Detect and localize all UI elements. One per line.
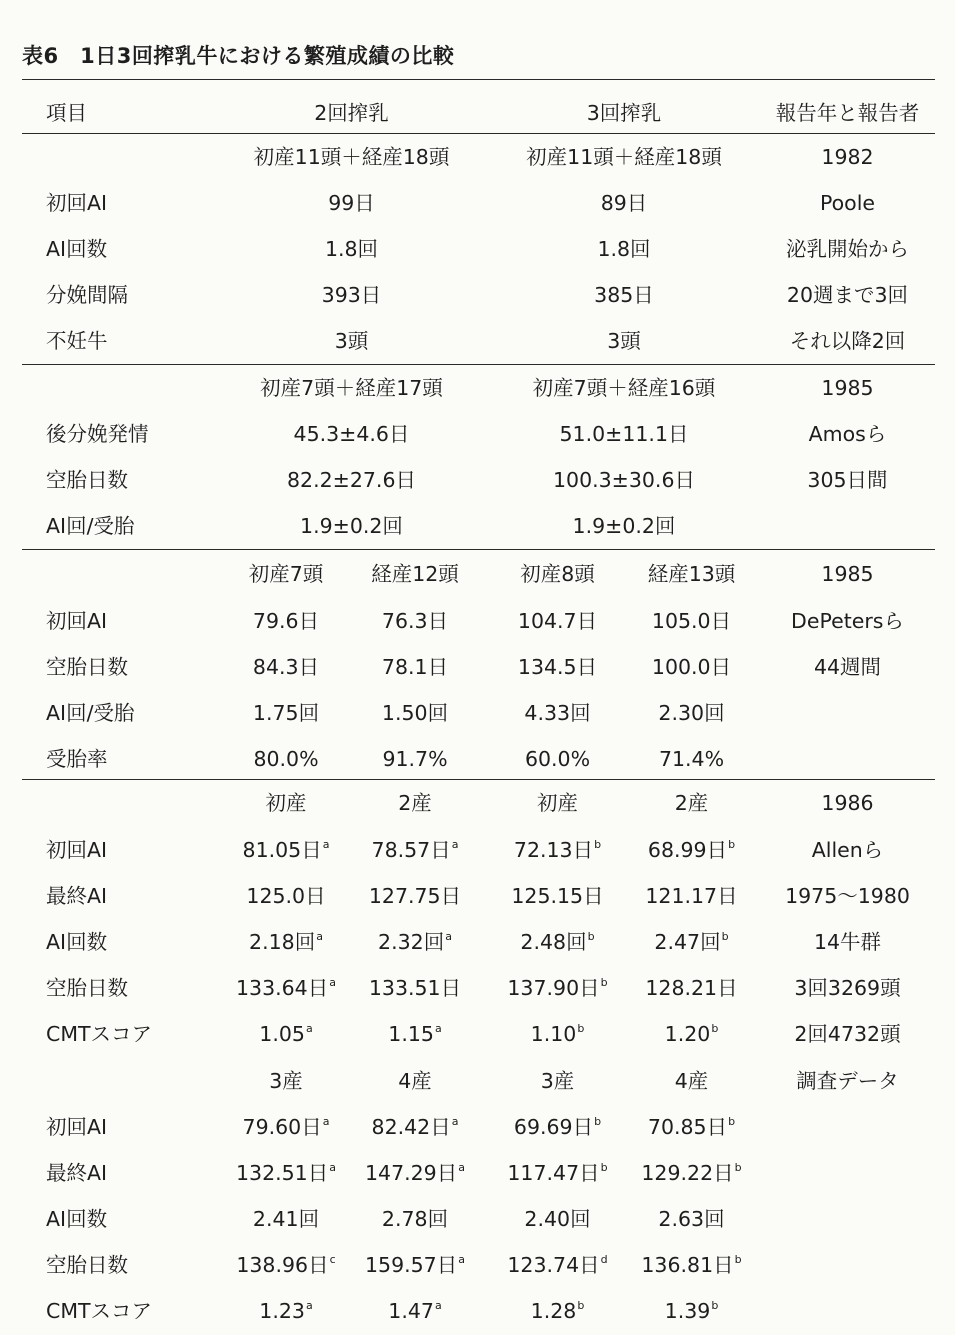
cell-value: 133.51日 xyxy=(368,976,462,1000)
cell-value: 105.0日 xyxy=(651,609,732,633)
table-cell xyxy=(228,691,344,735)
significance-mark: a xyxy=(434,1299,442,1312)
table-cell xyxy=(630,1012,753,1056)
table-cell xyxy=(495,874,620,918)
row-label: 空胎日数 xyxy=(46,1253,128,1277)
table-cell xyxy=(228,645,344,689)
cell-value: 3産 xyxy=(540,1069,575,1093)
row-label: 分娩間隔 xyxy=(46,283,128,307)
cell-value: 159.57日 xyxy=(365,1253,458,1277)
cell-value: 117.47日 xyxy=(507,1161,600,1185)
cell-value: 133.64日 xyxy=(236,976,329,1000)
table-cell xyxy=(495,599,620,643)
table-row xyxy=(0,1012,955,1056)
significance-mark: a xyxy=(458,1161,465,1174)
cell-thrice: 初産11頭＋経産18頭 xyxy=(526,145,722,169)
cell-twice: 1.9±0.2回 xyxy=(300,514,403,538)
table-cell xyxy=(228,1012,344,1056)
cell-value: 4産 xyxy=(674,1069,709,1093)
table-row xyxy=(0,458,955,502)
significance-mark: a xyxy=(305,1299,313,1312)
row-label: 空胎日数 xyxy=(46,655,128,679)
cell-value: 82.42日 xyxy=(371,1115,451,1139)
table-cell xyxy=(630,1243,753,1287)
table-cell xyxy=(495,1012,620,1056)
cell-value: 69.69日 xyxy=(513,1115,594,1139)
row-label: 空胎日数 xyxy=(46,976,128,1000)
block-rule xyxy=(22,779,935,780)
cell-value: 84.3日 xyxy=(252,655,320,679)
table-cell xyxy=(630,1151,753,1195)
cell-thrice: 3頭 xyxy=(607,329,641,353)
cell-value: 2.18回 xyxy=(249,930,316,954)
header-item: 項目 xyxy=(46,101,87,125)
table-row xyxy=(0,1151,955,1195)
row-label: CMTスコア xyxy=(46,1022,153,1046)
table-cell xyxy=(228,1105,344,1149)
cell-report: 1985 xyxy=(821,562,874,586)
cell-value: 80.0% xyxy=(253,747,319,771)
significance-mark: b xyxy=(711,1299,719,1312)
table-cell xyxy=(355,1012,475,1056)
row-label: CMTスコア xyxy=(46,1299,153,1323)
significance-mark: b xyxy=(734,1161,742,1174)
cell-report: Amosら xyxy=(808,422,887,446)
cell-value: 初産7頭 xyxy=(248,562,324,586)
significance-mark: b xyxy=(734,1253,742,1266)
table-cell xyxy=(495,920,620,964)
row-label: AI回/受胎 xyxy=(46,701,135,725)
row-label: 初回AI xyxy=(46,838,108,862)
table-cell xyxy=(630,1197,753,1241)
table-row xyxy=(0,1197,955,1241)
cell-value: 127.75日 xyxy=(368,884,462,908)
cell-value: 125.0日 xyxy=(246,884,326,908)
table-cell xyxy=(355,1105,475,1149)
cell-report: それ以降2回 xyxy=(789,329,906,353)
table-row xyxy=(0,691,955,735)
table-row xyxy=(0,1243,955,1287)
cell-value: 128.21日 xyxy=(645,976,738,1000)
cell-thrice: 89日 xyxy=(600,191,648,215)
header-twice: 2回搾乳 xyxy=(314,101,389,125)
cell-value: 1.28 xyxy=(530,1299,577,1323)
cell-twice: 82.2±27.6日 xyxy=(287,468,416,492)
cell-twice: 3頭 xyxy=(334,329,369,353)
table-cell xyxy=(228,874,344,918)
table-row xyxy=(0,645,955,689)
table-cell xyxy=(495,737,620,781)
significance-mark: a xyxy=(329,976,336,989)
cell-report: 20週まで3回 xyxy=(786,283,909,307)
table-cell xyxy=(355,828,475,872)
cell-report: Poole xyxy=(819,191,876,215)
table-cell xyxy=(228,1243,344,1287)
cell-value: 4産 xyxy=(398,1069,432,1093)
cell-value: 初産 xyxy=(537,791,578,815)
significance-mark: a xyxy=(305,1022,313,1035)
cell-value: 2.41回 xyxy=(252,1207,320,1231)
table-cell xyxy=(228,1197,344,1241)
cell-value: 121.17日 xyxy=(645,884,738,908)
row-label: 後分娩発情 xyxy=(46,422,149,446)
table-cell xyxy=(228,552,344,596)
table-cell xyxy=(495,781,620,825)
table-cell xyxy=(355,737,475,781)
cell-twice: 初産11頭＋経産18頭 xyxy=(253,145,450,169)
table-cell xyxy=(630,781,753,825)
cell-report: 1982 xyxy=(821,145,874,169)
cell-value: 134.5日 xyxy=(517,655,598,679)
significance-mark: a xyxy=(445,930,452,943)
significance-mark: a xyxy=(322,1115,330,1128)
cell-value: 2.40回 xyxy=(524,1207,591,1231)
cell-report: DePetersら xyxy=(791,609,904,633)
significance-mark: b xyxy=(587,930,595,943)
cell-thrice: 51.0±11.1日 xyxy=(559,422,689,446)
significance-mark: a xyxy=(316,930,323,943)
significance-mark: b xyxy=(711,1022,719,1035)
cell-value: 137.90日 xyxy=(507,976,600,1000)
table-cell xyxy=(355,1197,475,1241)
cell-value: 1.47 xyxy=(388,1299,434,1323)
table-cell xyxy=(495,1059,620,1103)
cell-thrice: 1.8回 xyxy=(597,237,651,261)
table-cell xyxy=(495,1289,620,1333)
significance-mark: b xyxy=(721,930,729,943)
cell-twice: 99日 xyxy=(328,191,375,215)
cell-value: 1.05 xyxy=(259,1022,305,1046)
cell-report: 泌乳開始から xyxy=(786,237,909,261)
header-report: 報告年と報告者 xyxy=(775,101,920,125)
table-cell xyxy=(355,1059,475,1103)
row-label: 受胎率 xyxy=(46,747,108,771)
cell-report: 44週間 xyxy=(813,655,882,679)
table-cell xyxy=(228,920,344,964)
top-rule xyxy=(22,79,935,80)
cell-value: 1.75回 xyxy=(252,701,320,725)
row-label: AI回数 xyxy=(46,1207,108,1231)
table-row xyxy=(0,504,955,548)
cell-report: 調査データ xyxy=(796,1069,899,1093)
table-cell xyxy=(228,781,344,825)
cell-twice: 1.8回 xyxy=(324,237,379,261)
cell-value: 78.1日 xyxy=(381,655,449,679)
cell-value: 2産 xyxy=(674,791,709,815)
table-title: 表6 1日3回搾乳牛における繁殖成績の比較 xyxy=(22,44,455,68)
row-label: AI回数 xyxy=(46,237,108,261)
cell-value: 76.3日 xyxy=(381,609,449,633)
cell-report: 3回3269頭 xyxy=(794,976,901,1000)
table-cell xyxy=(355,966,475,1010)
table-row xyxy=(0,412,955,456)
table-row xyxy=(0,319,955,363)
table-subheader-row xyxy=(0,552,955,596)
table-cell xyxy=(355,874,475,918)
cell-value: 経産12頭 xyxy=(371,562,459,586)
table-subheader-row xyxy=(0,366,955,410)
significance-mark: b xyxy=(577,1299,585,1312)
table-cell xyxy=(228,966,344,1010)
table-row xyxy=(0,966,955,1010)
cell-report: Allenら xyxy=(811,838,884,862)
cell-report: 1975～1980 xyxy=(785,884,910,908)
table-row xyxy=(0,737,955,781)
table-cell xyxy=(355,1151,475,1195)
cell-report: 14牛群 xyxy=(813,930,882,954)
cell-value: 3産 xyxy=(269,1069,303,1093)
table-cell xyxy=(495,828,620,872)
table-cell xyxy=(630,1289,753,1333)
table-row xyxy=(0,227,955,271)
table-cell xyxy=(355,920,475,964)
cell-value: 1.20 xyxy=(664,1022,711,1046)
cell-thrice: 1.9±0.2回 xyxy=(572,514,676,538)
significance-mark: a xyxy=(329,1161,336,1174)
cell-value: 2.30回 xyxy=(658,701,725,725)
cell-value: 81.05日 xyxy=(242,838,322,862)
cell-value: 2.63回 xyxy=(658,1207,725,1231)
table-cell xyxy=(630,599,753,643)
cell-thrice: 100.3±30.6日 xyxy=(552,468,695,492)
cell-value: 2産 xyxy=(398,791,432,815)
table-cell xyxy=(228,1289,344,1333)
cell-value: 2.48回 xyxy=(520,930,587,954)
table-subheader-row xyxy=(0,781,955,825)
block-rule xyxy=(22,133,935,134)
table-cell xyxy=(355,1243,475,1287)
table-row xyxy=(0,181,955,225)
significance-mark: a xyxy=(451,838,459,851)
cell-value: 2.78回 xyxy=(381,1207,449,1231)
table-cell xyxy=(228,1151,344,1195)
cell-value: 68.99日 xyxy=(647,838,728,862)
significance-mark: b xyxy=(600,1161,608,1174)
significance-mark: b xyxy=(594,1115,602,1128)
row-label: 初回AI xyxy=(46,1115,108,1139)
cell-twice: 初産7頭＋経産17頭 xyxy=(260,376,443,400)
table-cell xyxy=(630,1059,753,1103)
table-cell xyxy=(630,966,753,1010)
table-cell xyxy=(495,552,620,596)
significance-mark: a xyxy=(451,1115,459,1128)
table-cell xyxy=(630,920,753,964)
cell-value: 100.0日 xyxy=(651,655,732,679)
table-cell xyxy=(355,552,475,596)
significance-mark: b xyxy=(600,976,608,989)
cell-value: 79.6日 xyxy=(252,609,320,633)
cell-value: 4.33回 xyxy=(524,701,591,725)
table-cell xyxy=(228,828,344,872)
cell-value: 60.0% xyxy=(524,747,591,771)
cell-value: 70.85日 xyxy=(647,1115,728,1139)
table-row xyxy=(0,828,955,872)
table-cell xyxy=(495,1197,620,1241)
cell-report: 305日間 xyxy=(807,468,888,492)
row-label: AI回数 xyxy=(46,930,108,954)
table-cell xyxy=(355,645,475,689)
cell-value: 1.50回 xyxy=(381,701,449,725)
table-cell xyxy=(630,691,753,735)
cell-value: 初産 xyxy=(265,791,307,815)
table-row xyxy=(0,599,955,643)
significance-mark: b xyxy=(728,1115,736,1128)
table-cell xyxy=(228,737,344,781)
row-label: 初回AI xyxy=(46,191,108,215)
block-rule xyxy=(22,549,935,550)
table-cell xyxy=(495,1105,620,1149)
row-label: 空胎日数 xyxy=(46,468,128,492)
table-cell xyxy=(630,737,753,781)
cell-value: 138.96日 xyxy=(236,1253,329,1277)
significance-mark: a xyxy=(458,1253,465,1266)
significance-mark: b xyxy=(728,838,736,851)
cell-value: 1.15 xyxy=(388,1022,434,1046)
significance-mark: a xyxy=(434,1022,442,1035)
table-cell xyxy=(630,828,753,872)
table-subheader-row xyxy=(0,1059,955,1103)
cell-value: 72.13日 xyxy=(513,838,594,862)
table-row xyxy=(0,874,955,918)
significance-mark: b xyxy=(594,838,602,851)
cell-value: 2.32回 xyxy=(378,930,445,954)
cell-value: 147.29日 xyxy=(365,1161,458,1185)
cell-twice: 45.3±4.6日 xyxy=(293,422,410,446)
table-cell xyxy=(228,599,344,643)
table-cell xyxy=(355,691,475,735)
row-label: AI回/受胎 xyxy=(46,514,135,538)
cell-value: 1.23 xyxy=(259,1299,305,1323)
table-cell xyxy=(630,1105,753,1149)
significance-mark: d xyxy=(600,1253,608,1266)
cell-value: 1.10 xyxy=(530,1022,577,1046)
cell-value: 91.7% xyxy=(382,747,448,771)
row-label: 不妊牛 xyxy=(46,329,108,353)
cell-value: 71.4% xyxy=(658,747,725,771)
cell-value: 1.39 xyxy=(664,1299,711,1323)
cell-report: 2回4732頭 xyxy=(794,1022,901,1046)
cell-report: 1986 xyxy=(821,791,874,815)
row-label: 最終AI xyxy=(46,884,108,908)
table-cell xyxy=(355,599,475,643)
cell-twice: 393日 xyxy=(321,283,382,307)
table-cell xyxy=(495,691,620,735)
table-subheader-row xyxy=(0,135,955,179)
cell-value: 2.47回 xyxy=(654,930,721,954)
cell-report: 1985 xyxy=(821,376,874,400)
cell-value: 79.60日 xyxy=(242,1115,322,1139)
table-cell xyxy=(630,874,753,918)
cell-value: 132.51日 xyxy=(236,1161,329,1185)
significance-mark: a xyxy=(322,838,330,851)
table-cell xyxy=(630,552,753,596)
table-cell xyxy=(355,781,475,825)
table-cell xyxy=(630,645,753,689)
table-cell xyxy=(228,1059,344,1103)
table-cell xyxy=(495,966,620,1010)
significance-mark: b xyxy=(577,1022,585,1035)
table-cell xyxy=(495,645,620,689)
block-rule xyxy=(22,364,935,365)
table-cell xyxy=(495,1151,620,1195)
table-row xyxy=(0,920,955,964)
cell-value: 経産13頭 xyxy=(647,562,736,586)
table-cell xyxy=(495,1243,620,1287)
cell-value: 125.15日 xyxy=(511,884,604,908)
header-row xyxy=(0,91,955,135)
cell-value: 123.74日 xyxy=(507,1253,600,1277)
table-row xyxy=(0,273,955,317)
cell-value: 136.81日 xyxy=(641,1253,734,1277)
cell-value: 初産8頭 xyxy=(520,562,595,586)
header-thrice: 3回搾乳 xyxy=(586,101,662,125)
table-cell xyxy=(355,1289,475,1333)
cell-value: 129.22日 xyxy=(641,1161,734,1185)
significance-mark: c xyxy=(329,1253,336,1266)
row-label: 最終AI xyxy=(46,1161,108,1185)
cell-thrice: 初産7頭＋経産16頭 xyxy=(532,376,716,400)
table-row xyxy=(0,1289,955,1333)
table-row xyxy=(0,1105,955,1149)
cell-value: 104.7日 xyxy=(517,609,598,633)
cell-value: 78.57日 xyxy=(371,838,451,862)
cell-thrice: 385日 xyxy=(594,283,654,307)
row-label: 初回AI xyxy=(46,609,108,633)
